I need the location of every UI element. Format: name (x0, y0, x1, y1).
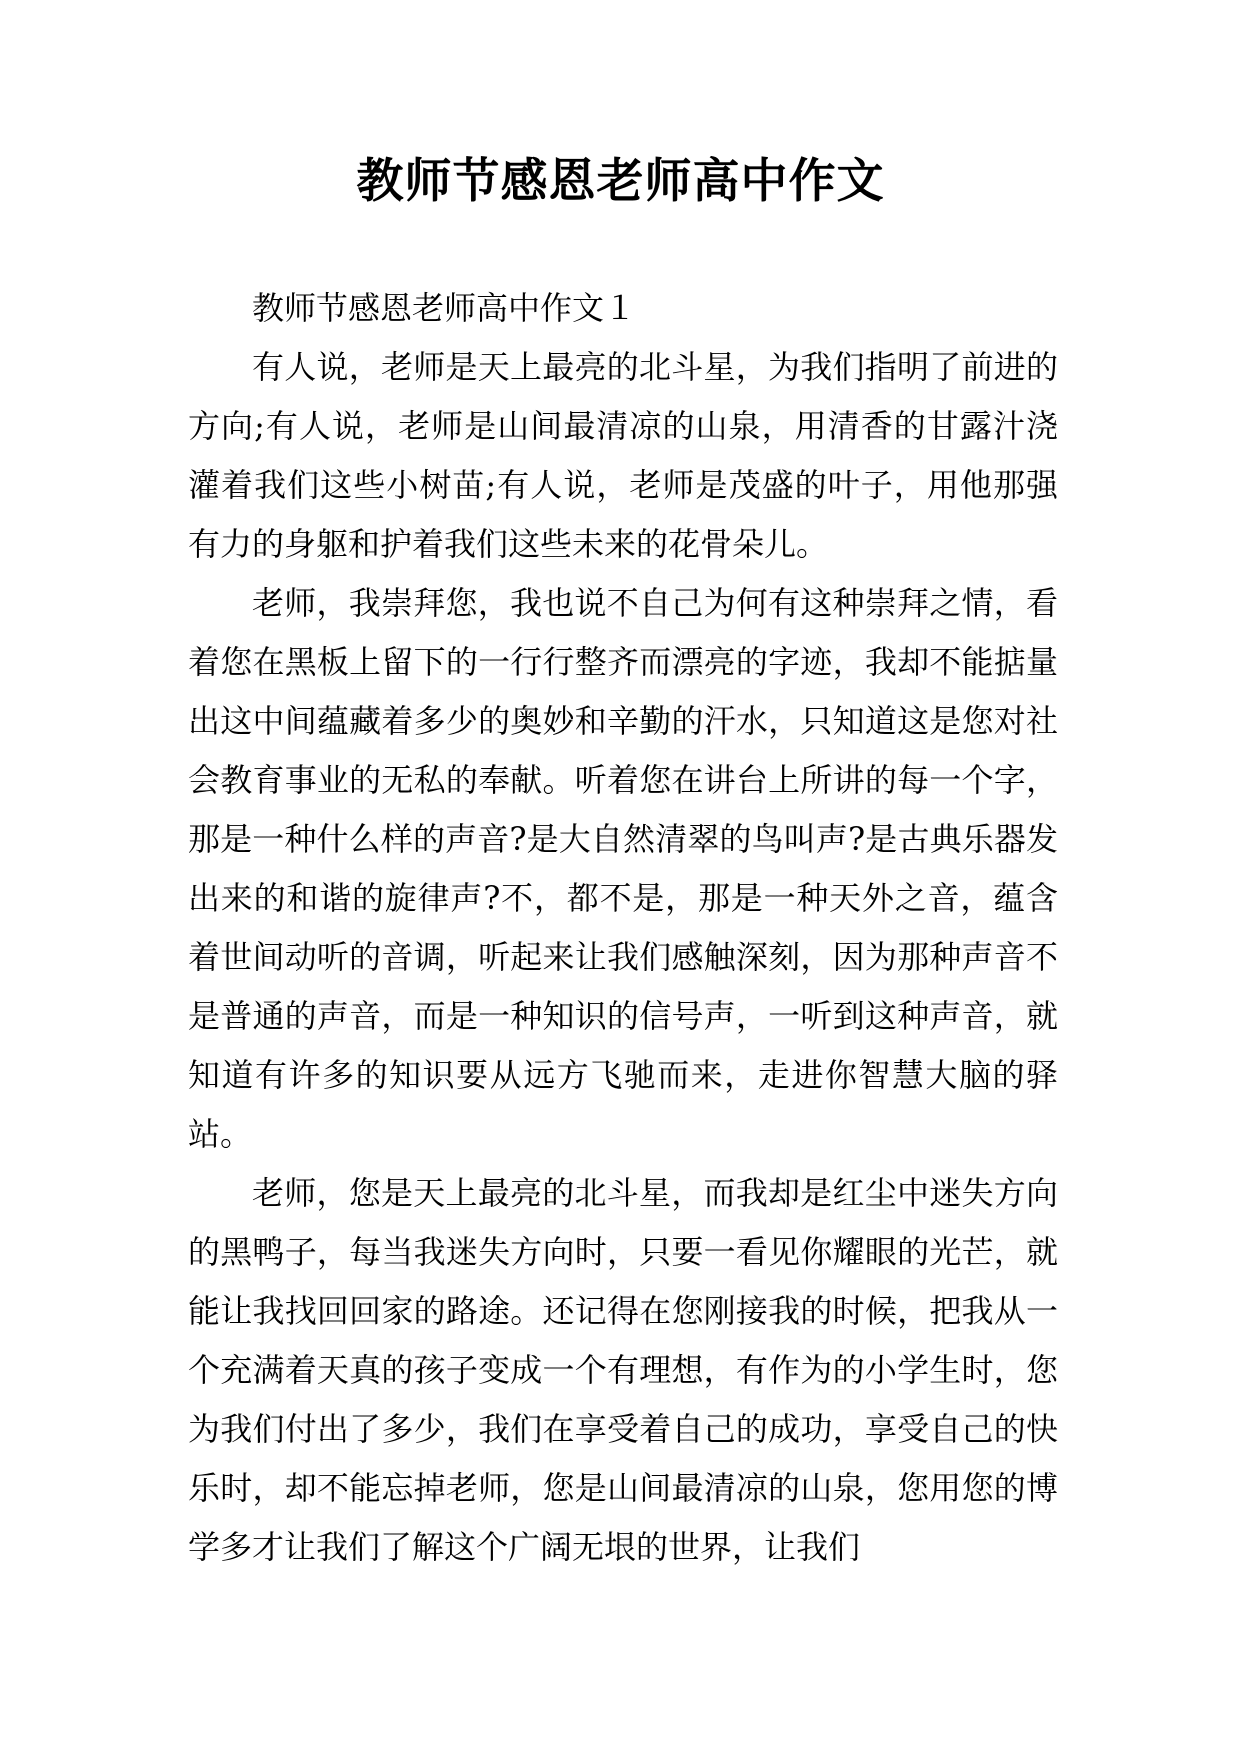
paragraph-2: 老师，我崇拜您，我也说不自己为何有这种崇拜之情，看着您在黑板上留下的一行行整齐而漂亮的字迹，我却不能掂量出这中间蕴藏着多少的奥妙和辛勤的汗水，只知道这是您对社会教育事业的无私的奉献。听着您在讲台上所讲的每一个字，那是一种什么样的声音?是大自然清翠的鸟叫声?是古典乐器发出来的和谐的旋律声?不，都不是，那是一种天外之音，蕴含着世间动听的音调，听起来让我们感触深刻，因为那种声音不是普通的声音，而是一种知识的信号声，一听到这种声音，就知道有许多的知识要从远方飞驰而来，走进你智慧大脑的驿站。 (188, 584, 1058, 1153)
paragraph-3: 老师，您是天上最亮的北斗星，而我却是红尘中迷失方向的黑鸭子，每当我迷失方向时，只要一看见你耀眼的光芒，就能让我找回回家的路途。还记得在您刚接我的时候，把我从一个充满着天真的孩子变成一个有理想，有作为的小学生时，您为我们付出了多少，我们在享受着自己的成功，享受自己的快乐时，却不能忘掉老师，您是山间最清凉的山泉，您用您的博学多才让我们了解这个广阔无垠的世界，让我们 (188, 1174, 1058, 1566)
paragraph-1: 有人说，老师是天上最亮的北斗星，为我们指明了前进的方向;有人说，老师是山间最清凉的山泉，用清香的甘露汁浇灌着我们这些小树苗;有人说，老师是茂盛的叶子，用他那强有力的身躯和护着我们这些未来的花骨朵儿。 (188, 348, 1058, 563)
essay-subtitle: 教师节感恩老师高中作文１ (252, 289, 637, 327)
document-title: 教师节感恩老师高中作文 (356, 154, 885, 209)
document-body (188, 279, 1058, 1577)
